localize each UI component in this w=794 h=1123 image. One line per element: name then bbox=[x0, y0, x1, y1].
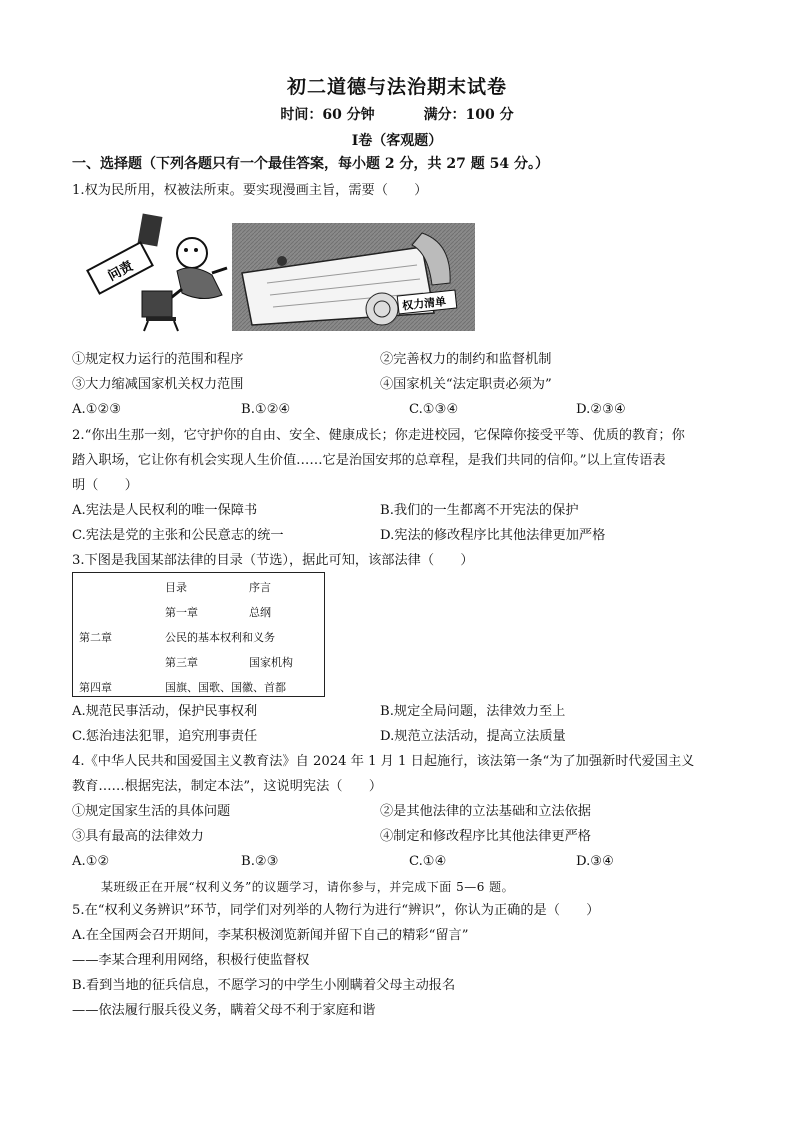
cartoon-right-panel bbox=[232, 223, 475, 331]
q1-option-d: D.②③④ bbox=[576, 402, 626, 417]
toc-contents: 目录 bbox=[165, 581, 187, 594]
q5-option-a-note: ——李某合理利用网络，积极行使监督权 bbox=[72, 953, 310, 968]
exam-info bbox=[0, 104, 794, 124]
toc-ch1-title: 总纲 bbox=[249, 606, 271, 619]
q3-table-of-contents bbox=[72, 572, 325, 697]
q4-option-a: A.①② bbox=[72, 854, 110, 869]
q5-stem: 5.在“权利义务辨识”环节，同学们对列举的人物行为进行“辨识”，你认为正确的是（ ） bbox=[72, 903, 600, 918]
q1-cartoon bbox=[82, 213, 477, 333]
toc-ch3: 第三章 bbox=[165, 656, 198, 669]
toc-ch4-title: 国旗、国歌、国徽、首都 bbox=[165, 681, 286, 694]
q4-statement-2: ②是其他法律的立法基础和立法依据 bbox=[380, 804, 591, 819]
q2-option-d: D.宪法的修改程序比其他法律更加严格 bbox=[380, 528, 606, 543]
q1-statement-2: ②完善权力的制约和监督机制 bbox=[380, 352, 552, 367]
q2-option-b: B.我们的一生都离不开宪法的保护 bbox=[380, 503, 579, 518]
cartoon-tag-right: 权力清单 bbox=[401, 295, 447, 313]
q2-option-a: A.宪法是人民权利的唯一保障书 bbox=[72, 503, 258, 518]
q2-line-3: 明（ ） bbox=[72, 478, 138, 493]
q3-stem: 3.下图是我国某部法律的目录（节选），据此可知，该部法律（ ） bbox=[72, 553, 474, 568]
q5-option-b-note: ——依法履行服兵役义务，瞒着父母不利于家庭和谐 bbox=[72, 1003, 376, 1018]
toc-ch3-title: 国家机构 bbox=[249, 656, 293, 669]
q1-statement-1: ①规定权力运行的范围和程序 bbox=[72, 352, 244, 367]
q5-option-a: A.在全国两会召开期间，李某积极浏览新闻并留下自己的精彩“留言” bbox=[72, 928, 469, 943]
q4-statement-1: ①规定国家生活的具体问题 bbox=[72, 804, 231, 819]
q2-line-1: 2.“你出生那一刻，它守护你的自由、安全、健康成长；你走进校园，它保障你接受平等、优质的教育；你 bbox=[72, 428, 685, 443]
toc-preface: 序言 bbox=[249, 581, 271, 594]
q4-line-1: 4.《中华人民共和国爱国主义教育法》自 2024 年 1 月 1 日起施行，该法第一条“为了加强新时代爱国主义 bbox=[72, 754, 695, 769]
exam-score: 满分：100 分 bbox=[423, 107, 514, 123]
q4-line-2: 教育……根据宪法，制定本法”，这说明宪法（ ） bbox=[72, 779, 383, 794]
q4-option-d: D.③④ bbox=[576, 854, 614, 869]
q1-statement-4: ④国家机关“法定职责必须为” bbox=[380, 377, 552, 392]
cartoon-left-panel bbox=[87, 213, 227, 331]
part-heading: Ⅰ卷（客观题） bbox=[351, 133, 443, 149]
q5-option-b: B.看到当地的征兵信息，不愿学习的中学生小刚瞒着父母主动报名 bbox=[72, 978, 456, 993]
q4-statement-4: ④制定和修改程序比其他法律更严格 bbox=[380, 829, 591, 844]
q1-option-b: B.①②④ bbox=[241, 402, 291, 417]
q3-option-a: A.规范民事活动，保护民事权利 bbox=[72, 704, 258, 719]
group-note: 某班级正在开展“权利义务”的议题学习，请你参与，并完成下面 5—6 题。 bbox=[101, 880, 515, 894]
q1-option-a: A.①②③ bbox=[72, 402, 122, 417]
q3-option-d: D.规范立法活动，提高立法质量 bbox=[380, 729, 566, 744]
q3-option-c: C.惩治违法犯罪，追究刑事责任 bbox=[72, 729, 258, 744]
section-heading: 一、选择题（下列各题只有一个最佳答案，每小题 2 分，共 27 题 54 分。） bbox=[72, 156, 549, 172]
q3-option-b: B.规定全局问题，法律效力至上 bbox=[380, 704, 566, 719]
toc-ch2-title: 公民的基本权利和义务 bbox=[165, 631, 275, 644]
cartoon-image bbox=[82, 213, 477, 333]
q2-option-c: C.宪法是党的主张和公民意志的统一 bbox=[72, 528, 284, 543]
toc-ch1: 第一章 bbox=[165, 606, 198, 619]
q4-option-c: C.①④ bbox=[409, 854, 447, 869]
toc-ch4: 第四章 bbox=[79, 681, 112, 694]
q1-stem: 1.权为民所用，权被法所束。要实现漫画主旨，需要（ ） bbox=[72, 183, 428, 198]
q4-statement-3: ③具有最高的法律效力 bbox=[72, 829, 204, 844]
toc-ch2: 第二章 bbox=[79, 631, 112, 644]
exam-title: 初二道德与法治期末试卷 bbox=[286, 76, 507, 98]
q1-option-c: C.①③④ bbox=[409, 402, 459, 417]
q4-option-b: B.②③ bbox=[241, 854, 279, 869]
exam-time: 时间：60 分钟 bbox=[280, 107, 375, 123]
cartoon-tag-left: 问责 bbox=[105, 258, 136, 285]
q2-line-2: 踏入职场，它让你有机会实现人生价值……它是治国安邦的总章程，是我们共同的信仰。”以上宣传语表 bbox=[72, 453, 666, 468]
q1-statement-3: ③大力缩减国家机关权力范围 bbox=[72, 377, 244, 392]
